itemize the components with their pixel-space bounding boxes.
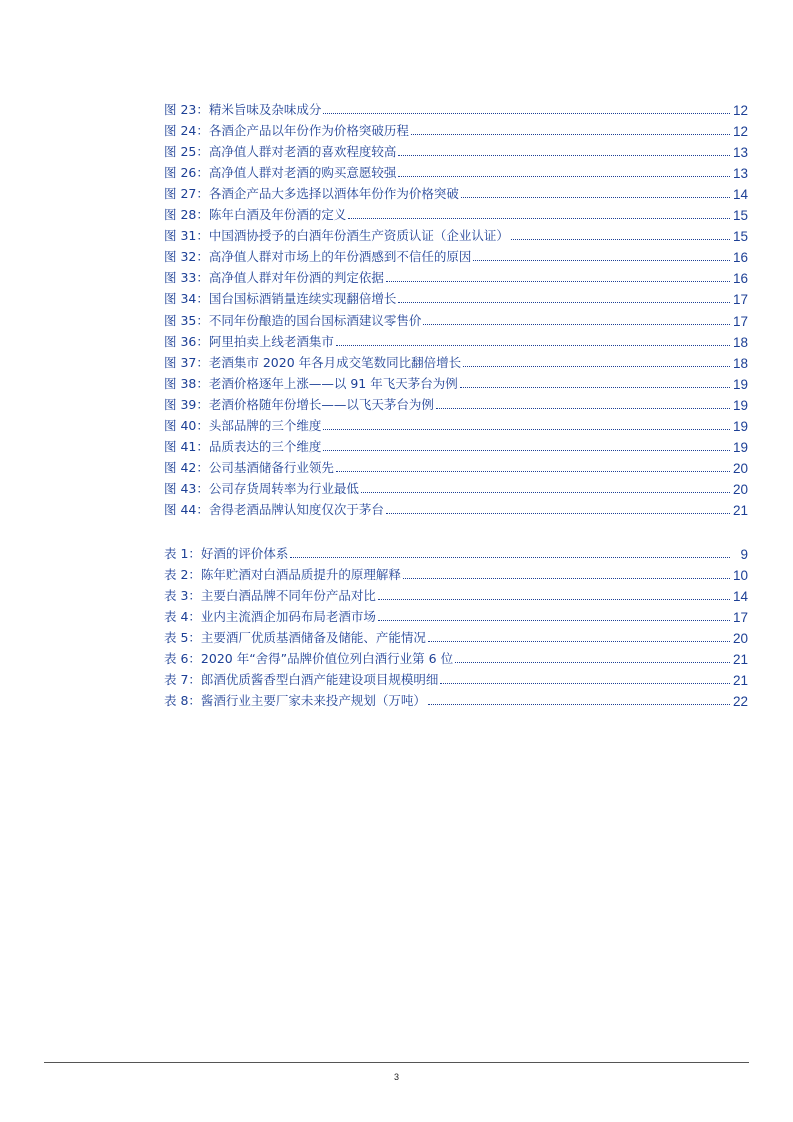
dot-leader xyxy=(361,492,730,493)
figure-index-entry[interactable] xyxy=(164,455,748,476)
table-index-entry[interactable] xyxy=(164,604,748,625)
dot-leader xyxy=(378,620,730,621)
dot-leader xyxy=(386,281,730,282)
toc-entry-title: 图 43：公司存货周转率为行业最低 xyxy=(164,480,359,496)
toc-entry-title: 图 35：不同年份酿造的国台国标酒建议零售价 xyxy=(164,312,422,328)
figure-index-entry[interactable] xyxy=(164,139,748,160)
table-index-entry[interactable] xyxy=(164,562,748,583)
toc-entry-page-number: 13 xyxy=(732,166,748,182)
table-index-entry[interactable] xyxy=(164,583,748,604)
toc-entry-title: 图 27：各酒企产品大多选择以酒体年份作为价格突破 xyxy=(164,186,459,202)
dot-leader xyxy=(461,197,730,198)
figure-index xyxy=(164,97,748,518)
toc-entry-page-number: 19 xyxy=(732,376,748,392)
toc-entry-page-number: 18 xyxy=(732,355,748,371)
dot-leader xyxy=(460,387,730,388)
toc-entry-page-number: 22 xyxy=(732,694,748,710)
toc-entry-page-number: 20 xyxy=(732,631,748,647)
figure-index-entry[interactable] xyxy=(164,286,748,307)
toc-entry-title: 表 6：2020 年“舍得”品牌价值位列白酒行业第 6 位 xyxy=(164,651,454,667)
figure-index-entry[interactable] xyxy=(164,497,748,518)
dot-leader xyxy=(428,641,730,642)
toc-entry-page-number: 14 xyxy=(732,187,748,203)
dot-leader xyxy=(336,345,730,346)
toc-entry-title: 图 26：高净值人群对老酒的购买意愿较强 xyxy=(164,165,397,181)
dot-leader xyxy=(290,557,730,558)
toc-entry-title: 表 5：主要酒厂优质基酒储备及储能、产能情况 xyxy=(164,630,426,646)
figure-index-entry[interactable] xyxy=(164,476,748,497)
toc-entry-title: 图 40：头部品牌的三个维度 xyxy=(164,417,322,433)
toc-entry-title: 图 36：阿里拍卖上线老酒集市 xyxy=(164,333,334,349)
figure-index-entry[interactable] xyxy=(164,329,748,350)
table-index xyxy=(164,541,748,709)
toc-entry-title: 图 32：高净值人群对市场上的年份酒感到不信任的原因 xyxy=(164,249,472,265)
toc-entry-title: 表 2：陈年贮酒对白酒品质提升的原理解释 xyxy=(164,567,401,583)
dot-leader xyxy=(398,155,730,156)
toc-entry-page-number: 13 xyxy=(732,145,748,161)
toc-entry-page-number: 15 xyxy=(732,229,748,245)
dot-leader xyxy=(336,471,730,472)
figure-index-entry[interactable] xyxy=(164,181,748,202)
dot-leader xyxy=(386,513,730,514)
toc-entry-page-number: 12 xyxy=(732,103,748,119)
toc-entry-title: 表 8：酱酒行业主要厂家未来投产规划（万吨） xyxy=(164,693,426,709)
toc-entry-title: 图 39：老酒价格随年份增长——以飞天茅台为例 xyxy=(164,396,434,412)
dot-leader xyxy=(440,683,730,684)
dot-leader xyxy=(411,134,730,135)
toc-entry-title: 图 25：高净值人群对老酒的喜欢程度较高 xyxy=(164,144,397,160)
figure-index-entry[interactable] xyxy=(164,434,748,455)
toc-entry-page-number: 16 xyxy=(732,271,748,287)
table-index-entry[interactable] xyxy=(164,688,748,709)
toc-entry-page-number: 20 xyxy=(732,460,748,476)
toc-entry-title: 表 4：业内主流酒企加码布局老酒市场 xyxy=(164,609,376,625)
toc-entry-title: 图 38：老酒价格逐年上涨——以 91 年飞天茅台为例 xyxy=(164,375,458,391)
figure-index-entry[interactable] xyxy=(164,223,748,244)
table-index-entry[interactable] xyxy=(164,625,748,646)
toc-entry-page-number: 10 xyxy=(732,568,748,584)
toc-entry-page-number: 17 xyxy=(732,292,748,308)
toc-entry-page-number: 12 xyxy=(732,124,748,140)
toc-entry-title: 表 7：郎酒优质酱香型白酒产能建设项目规模明细 xyxy=(164,672,439,688)
toc-entry-title: 图 23：精米旨味及杂味成分 xyxy=(164,102,322,118)
toc-entry-page-number: 19 xyxy=(732,439,748,455)
toc-entry-title: 图 28：陈年白酒及年份酒的定义 xyxy=(164,207,347,223)
dot-leader xyxy=(473,260,730,261)
dot-leader xyxy=(403,578,730,579)
dot-leader xyxy=(455,662,730,663)
toc-entry-title: 图 34：国台国标酒销量连续实现翻倍增长 xyxy=(164,291,397,307)
toc-entry-page-number: 15 xyxy=(732,208,748,224)
figure-index-entry[interactable] xyxy=(164,118,748,139)
toc-entry-page-number: 19 xyxy=(732,397,748,413)
toc-entry-page-number: 21 xyxy=(732,652,748,668)
dot-leader xyxy=(348,218,730,219)
toc-entry-page-number: 21 xyxy=(732,502,748,518)
dot-leader xyxy=(428,704,730,705)
toc-entry-page-number: 20 xyxy=(732,481,748,497)
dot-leader xyxy=(323,113,730,114)
figure-index-entry[interactable] xyxy=(164,202,748,223)
footer-divider xyxy=(44,1062,749,1063)
toc-entry-title: 图 31：中国酒协授予的白酒年份酒生产资质认证（企业认证） xyxy=(164,228,509,244)
toc-entry-page-number: 9 xyxy=(740,547,748,563)
table-index-entry[interactable] xyxy=(164,667,748,688)
toc-entry-page-number: 14 xyxy=(732,589,748,605)
figure-index-entry[interactable] xyxy=(164,265,748,286)
toc-entry-title: 图 33：高净值人群对年份酒的判定依据 xyxy=(164,270,384,286)
dot-leader xyxy=(436,408,730,409)
figure-index-entry[interactable] xyxy=(164,307,748,328)
toc-entry-page-number: 16 xyxy=(732,250,748,266)
dot-leader xyxy=(511,239,730,240)
dot-leader xyxy=(423,324,730,325)
dot-leader xyxy=(398,302,730,303)
toc-entry-page-number: 17 xyxy=(732,313,748,329)
figure-index-entry[interactable] xyxy=(164,413,748,434)
dot-leader xyxy=(378,599,730,600)
toc-entry-title: 图 37：老酒集市 2020 年各月成交笔数同比翻倍增长 xyxy=(164,354,462,370)
toc-entry-title: 图 42：公司基酒储备行业领先 xyxy=(164,459,334,475)
figure-index-entry[interactable] xyxy=(164,392,748,413)
table-index-entry[interactable] xyxy=(164,541,748,562)
dot-leader xyxy=(323,450,730,451)
page-number: 3 xyxy=(393,1072,399,1082)
toc-entry-title: 图 41：品质表达的三个维度 xyxy=(164,438,322,454)
toc-entry-title: 表 3：主要白酒品牌不同年份产品对比 xyxy=(164,588,376,604)
toc-entry-title: 表 1：好酒的评价体系 xyxy=(164,546,289,562)
toc-entry-page-number: 18 xyxy=(732,334,748,350)
toc-entry-page-number: 21 xyxy=(732,673,748,689)
toc-entry-title: 图 44：舍得老酒品牌认知度仅次于茅台 xyxy=(164,501,384,517)
figure-index-entry[interactable] xyxy=(164,371,748,392)
dot-leader xyxy=(398,176,730,177)
dot-leader xyxy=(323,429,730,430)
toc-entry-page-number: 17 xyxy=(732,610,748,626)
figure-index-entry[interactable] xyxy=(164,160,748,181)
figure-index-entry[interactable] xyxy=(164,350,748,371)
toc-entry-page-number: 19 xyxy=(732,418,748,434)
dot-leader xyxy=(463,366,730,367)
toc-entry-title: 图 24：各酒企产品以年份作为价格突破历程 xyxy=(164,123,409,139)
figure-index-entry[interactable] xyxy=(164,97,748,118)
table-index-entry[interactable] xyxy=(164,646,748,667)
figure-index-entry[interactable] xyxy=(164,244,748,265)
